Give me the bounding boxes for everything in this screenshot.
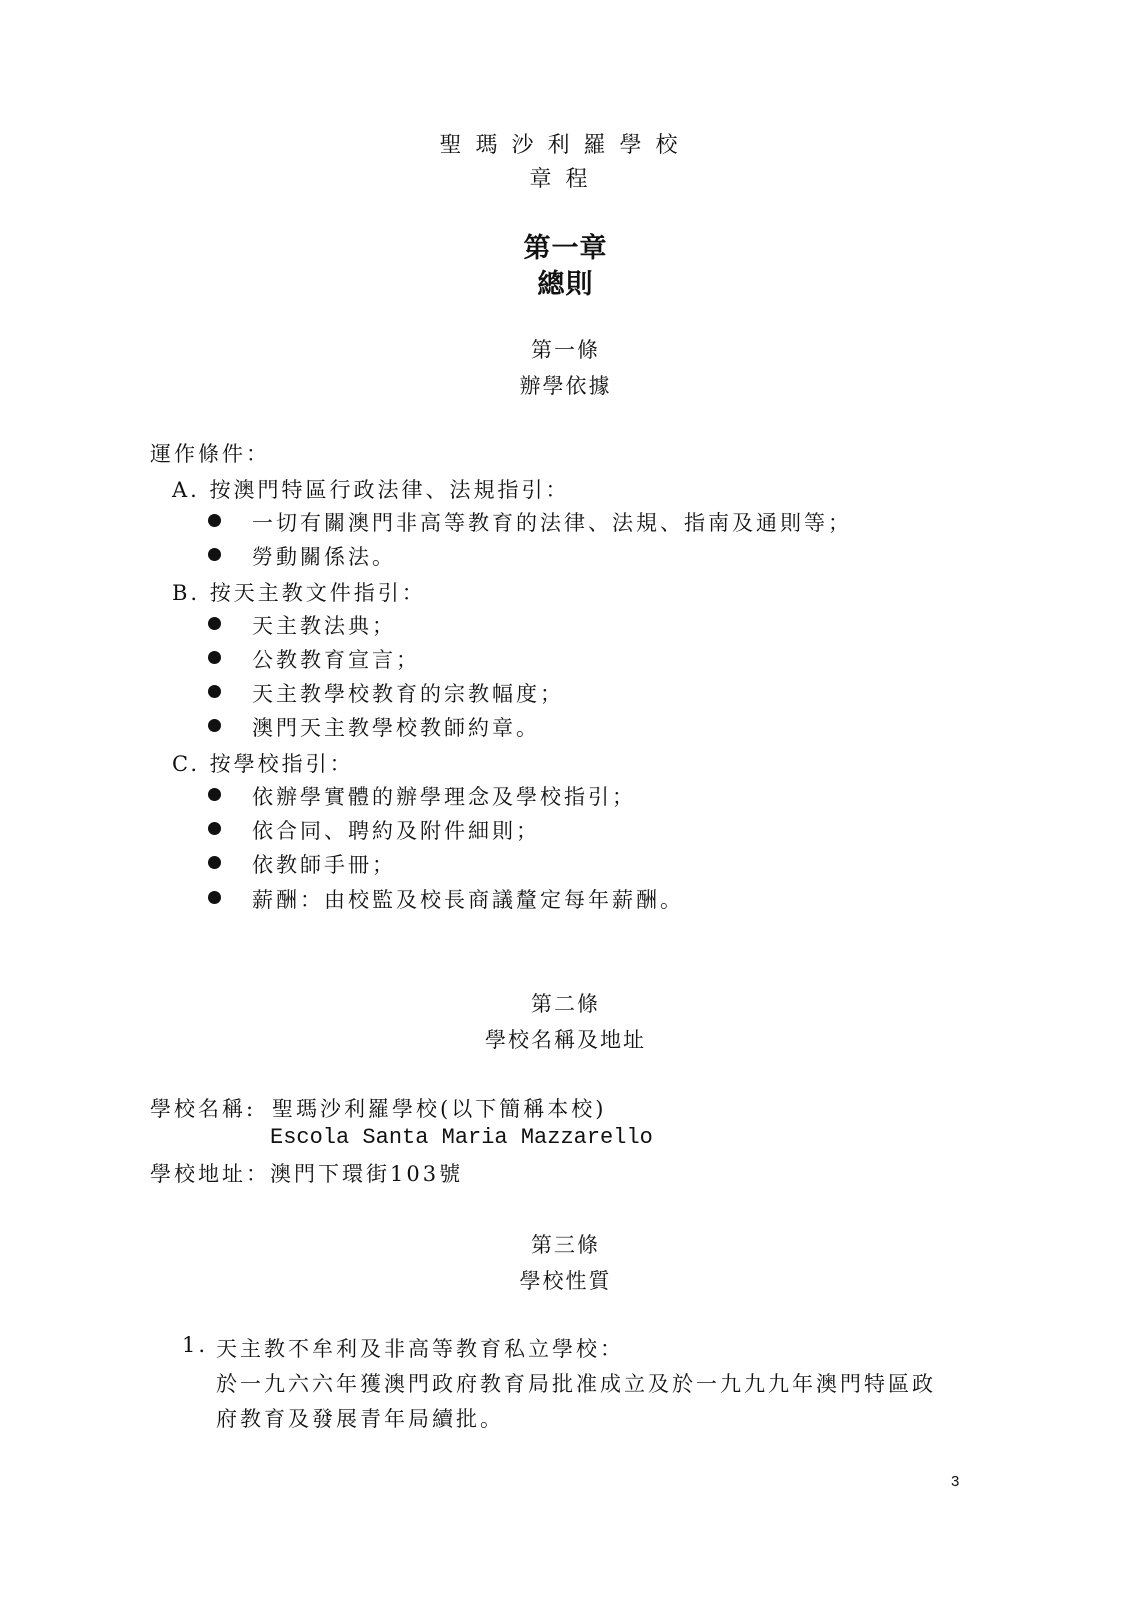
bullet-icon bbox=[208, 856, 221, 869]
operating-conditions-label: 運作條件： bbox=[150, 442, 270, 466]
article-2-title: 學校名稱及地址 bbox=[485, 1028, 646, 1052]
bullet-icon bbox=[208, 891, 221, 904]
numbered-item-text-line: 府教育及發展青年局續批。 bbox=[216, 1407, 504, 1431]
school-address-value: 澳門下環街103號 bbox=[270, 1162, 464, 1186]
bullet-icon bbox=[208, 822, 221, 835]
article-3-title: 學校性質 bbox=[519, 1269, 612, 1293]
list-item: 薪酬：由校監及校長商議釐定每年薪酬。 bbox=[252, 888, 684, 912]
chapter-number: 第一章 bbox=[523, 233, 608, 264]
school-name-latin: Escola Santa Maria Mazzarello bbox=[270, 1125, 653, 1150]
bullet-icon bbox=[208, 788, 221, 801]
section-c-label: C. 按學校指引： bbox=[172, 752, 354, 776]
section-b-label: B. 按天主教文件指引： bbox=[172, 581, 426, 605]
list-item: 一切有關澳門非高等教育的法律、法規、指南及通則等； bbox=[252, 511, 852, 535]
bullet-icon bbox=[208, 514, 221, 527]
school-name-value: 聖瑪沙利羅學校(以下簡稱本校) bbox=[272, 1097, 607, 1121]
list-item: 天主教法典； bbox=[252, 614, 396, 638]
list-item: 依合同、聘約及附件細則； bbox=[252, 819, 540, 843]
list-item: 依教師手冊； bbox=[252, 853, 396, 877]
page-number: 3 bbox=[951, 1473, 960, 1490]
bullet-icon bbox=[208, 617, 221, 630]
list-item: 公教教育宣言； bbox=[252, 648, 420, 672]
bullet-icon bbox=[208, 719, 221, 732]
list-item: 天主教學校教育的宗教幅度； bbox=[252, 682, 564, 706]
school-name-heading: 聖瑪沙利羅學校 bbox=[439, 133, 692, 158]
bullet-icon bbox=[208, 548, 221, 561]
section-a-label: A. 按澳門特區行政法律、法規指引： bbox=[172, 478, 570, 502]
article-1-title: 辦學依據 bbox=[519, 374, 612, 398]
numbered-item-heading: 天主教不牟利及非高等教育私立學校： bbox=[216, 1337, 624, 1361]
school-name-label: 學校名稱: bbox=[150, 1097, 257, 1121]
list-item: 澳門天主教學校教師約章。 bbox=[252, 716, 540, 740]
list-item: 勞動關係法。 bbox=[252, 545, 396, 569]
school-address-label: 學校地址： bbox=[150, 1162, 270, 1186]
bullet-icon bbox=[208, 651, 221, 664]
list-item: 依辦學實體的辦學理念及學校指引； bbox=[252, 785, 636, 809]
numbered-item-text-line: 於一九六六年獲澳門政府教育局批准成立及於一九九九年澳門特區政 bbox=[216, 1372, 936, 1396]
chapter-title: 總則 bbox=[537, 269, 594, 300]
article-3-number: 第三條 bbox=[531, 1233, 600, 1257]
numbered-item-number: 1. bbox=[182, 1333, 209, 1357]
bullet-icon bbox=[208, 685, 221, 698]
article-2-number: 第二條 bbox=[531, 992, 600, 1016]
article-1-number: 第一條 bbox=[531, 338, 600, 362]
document-title: 章程 bbox=[529, 167, 602, 192]
